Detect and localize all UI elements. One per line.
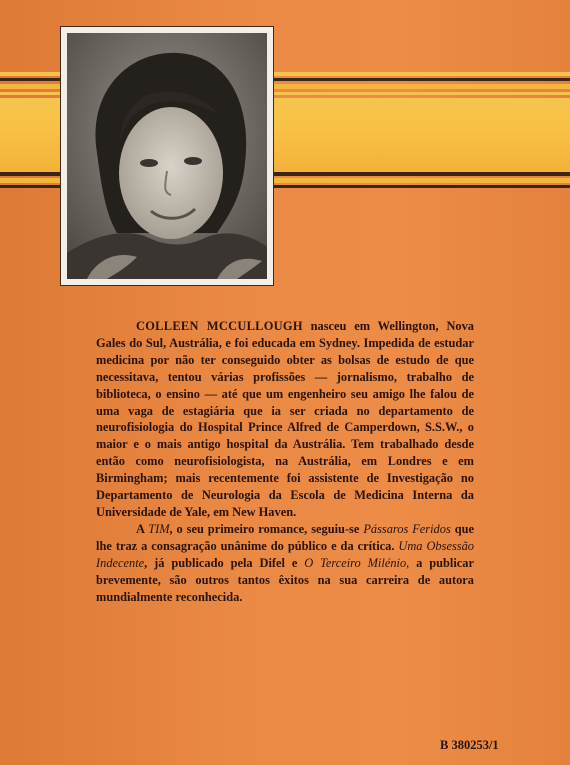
- author-biography: [96, 318, 474, 605]
- bio-paragraph-1: [96, 318, 474, 521]
- book-title: Pássaros Feridos: [363, 521, 451, 536]
- bio-text: , já publicado pela Difel e: [144, 555, 305, 570]
- portrait-icon: [67, 33, 267, 279]
- author-photo-frame: [60, 26, 274, 286]
- author-portrait-photo: [67, 33, 267, 279]
- author-name: COLLEEN MCCULLOUGH: [136, 319, 303, 333]
- book-title: O Terceiro Milénio,: [304, 555, 410, 570]
- bio-text: , o seu primeiro romance, seguiu-se: [169, 521, 364, 536]
- bio-paragraph-2: [96, 521, 474, 606]
- bio-text: que lhe traz a consagração unânime do público e da crítica.: [96, 521, 474, 553]
- bio-text: A: [136, 521, 149, 536]
- book-title: TIM: [148, 521, 170, 536]
- bio-paragraph-1-text: nasceu em Wellington, Nova Gales do Sul, Austrália, e foi educada em Sydney. Impedida de estudar medicina por não ter conseguido obter as bolsas de estudo de que necessitava, tentou várias profissões — jornalismo, trabalho de biblioteca, o ensino — até que um engenheiro seu amigo lhe falou de uma vaga de estagiária que ia ser criada no departamento de neurofisiologia do Hospital Prince Alfred de Camperdown, S.S.W., o maior e o mais antigo hospital da Austrália. Tem trabalhado desde então como neurofisiologista, na Austrália, em Londres e em Birmingham; mais recentemente foi assistente de Investigação no Departamento de Neurologia da Escola de Medicina Interna da Universidade de Yale, em New Haven.: [96, 319, 474, 519]
- book-title: Uma Obsessão Indecente: [96, 538, 474, 570]
- catalog-code: B 380253/1: [440, 738, 499, 752]
- bio-text: a publicar brevemente, são outros tantos êxitos na sua carreira de autora mundialmente reconhecida.: [96, 555, 474, 604]
